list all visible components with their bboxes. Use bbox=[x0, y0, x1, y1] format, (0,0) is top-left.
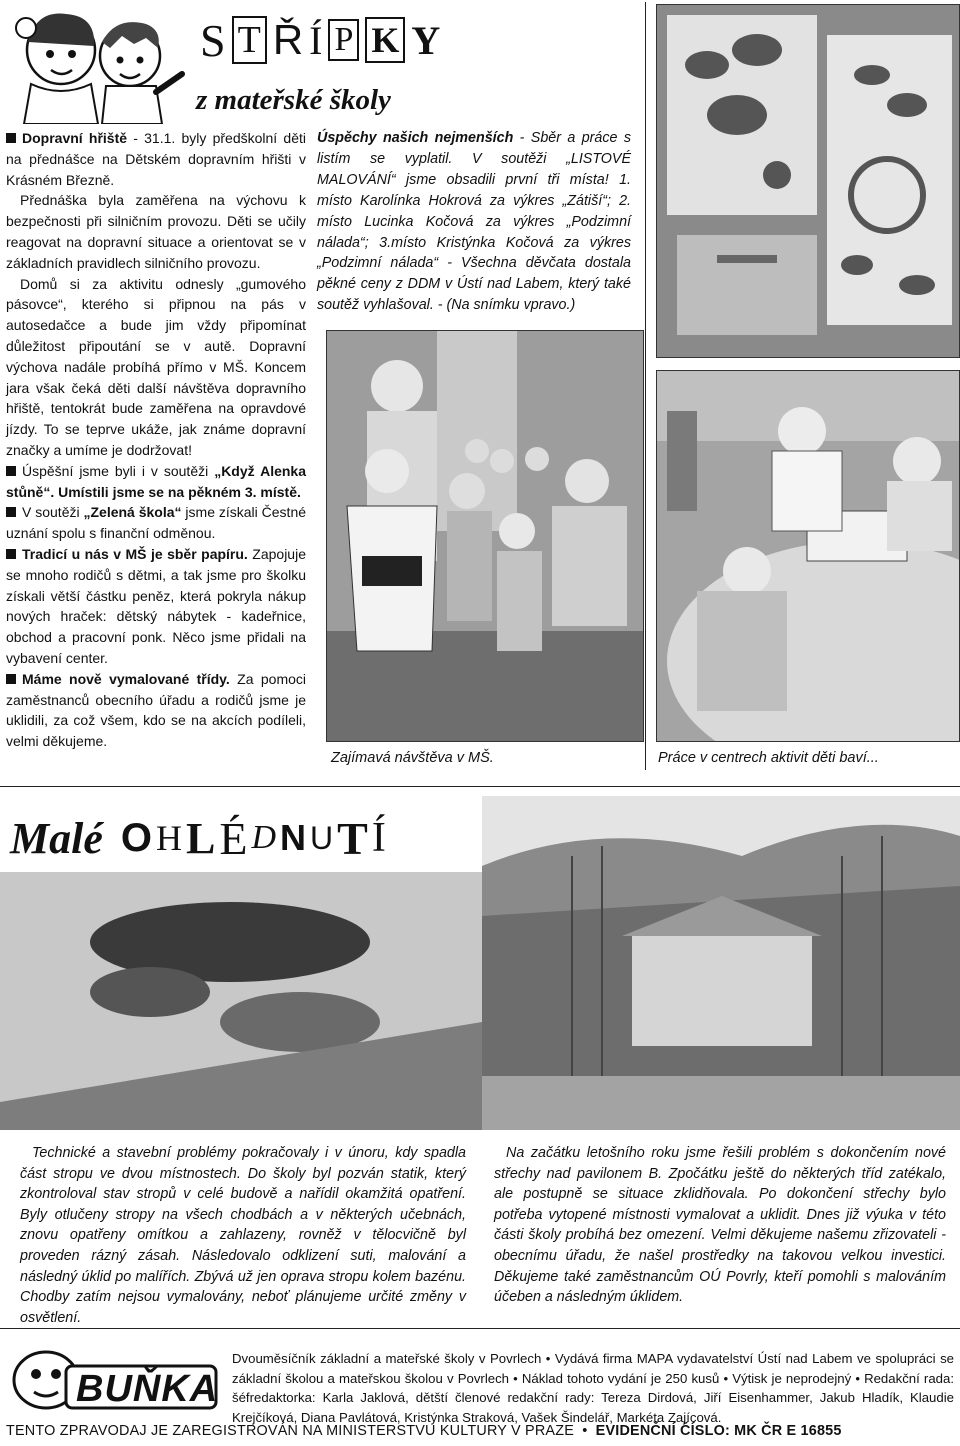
bullet-square-icon bbox=[6, 466, 16, 476]
bunka-logo-text: BUŇKA bbox=[76, 1368, 219, 1410]
title-letter: Y bbox=[411, 17, 441, 63]
bullet-square-icon bbox=[6, 507, 16, 517]
title-letter: T bbox=[232, 16, 267, 64]
column-divider bbox=[645, 2, 646, 770]
left-column bbox=[6, 128, 306, 752]
title-letter: O bbox=[120, 815, 153, 860]
registration-line bbox=[6, 1423, 956, 1439]
text: Zapojuje se mnoho rodičů s dětmi, a tak jsme pro školku získali větší částku peněz, která pokryla nákup nových hraček: dětský nábytek - kadeřnice, obchod a pracovní ponk. Něco jsme přidali na vybavení center. bbox=[6, 545, 306, 666]
photo-activity-centers bbox=[656, 370, 960, 742]
bullet: • bbox=[582, 1423, 588, 1439]
paragraph: Přednáška byla zaměřena na výchovu k bezpečnosti při silničním provozu. Děti se učily reagovat na dopravní situace a orientovat se v základních pravidlech silničního provozu. bbox=[6, 192, 306, 271]
registration-text: TENTO ZPRAVODAJ JE ZAREGISTROVÁN NA MINISTERSTVU KULTURY V PRAZE bbox=[6, 1423, 574, 1439]
heading-achievements: Úspěchy našich nejmenších bbox=[317, 130, 514, 146]
photo-caption-visit: Zajímavá návštěva v MŠ. bbox=[331, 750, 494, 766]
imprint: Dvouměsíčník základní a mateřské školy v Povrlech • Vydává firma MAPA vydavatelství Ústí nad Labem ve spolupráci se základní školou a mateřskou školou v Povrlech • Náklad tohoto vydání je 250 kusů • Výtisk je neprodejný • Redakční rada: šéfredaktorka: Karla Jaklová, dětští členové redakční rady: Tereza Dirdová, Jiří Eisenhammer, Jakub Hladík, Klaudie Krejčíková, Diana Pavlátová, Kristýnka Straková, Vašek Šindelář, Markéta Zajícová. bbox=[232, 1351, 954, 1425]
photo-leaf-art bbox=[656, 4, 960, 358]
bullet-square-icon bbox=[6, 549, 16, 559]
competition-name: „Zelená škola“ bbox=[83, 504, 182, 521]
evidence-number: EVIDENČNÍ ČÍSLO: MK ČR E 16855 bbox=[595, 1423, 842, 1439]
caption-ceiling: Technické a stavební problémy pokračovaly i v únoru, kdy spadla část stropu ve dvou místnostech. Do školy byl pozván statik, který zkontroloval stav stropů v celé budově a nařídil okamžitá opatření. Byly otlučeny stropy na všech chodbách a v některých učebnách, znovu opatřeny omítkou a zahlazeny, rovněž v tělocvičně byl proveden rázný zásah. Následovalo odklizení suti, malování a následný úklid po malířích. Zbývá už jen oprava stropu kolem bazénu. Chodby zatím nejsou vymalovány, neboť plánujeme určité změny v osvětlení. bbox=[20, 1145, 466, 1326]
title-letter: N bbox=[280, 817, 307, 858]
section-title-word: Malé bbox=[10, 813, 103, 863]
photo-caption-activities: Práce v centrech aktivit děti baví... bbox=[658, 750, 879, 766]
photo-damaged-ceiling bbox=[0, 872, 482, 1130]
article-painted bbox=[6, 669, 306, 752]
section-title-male-ohlednuti bbox=[10, 806, 396, 870]
bullet-square-icon bbox=[6, 674, 16, 684]
heading-painted: Máme nově vymalované třídy. bbox=[22, 670, 230, 687]
title-letter: S bbox=[200, 14, 226, 66]
caption-roof: Na začátku letošního roku jsme řešili problém s dokončením nové střechy nad pavilonem B. Zpočátku ještě do některých tříd zatékalo, ale postupně se situace zklidňovala. Po dokončení střechy bylo potřeba vytopené místnosti vymalovat a uklidit. Dnes již výuka v této části školy probíhá bez omezení. Velmi děkujeme našemu zřizovateli - obecnímu úřadu, že našel prostředky na takovou velkou investici. Děkujeme také zaměstnancům OÚ Povrly, kteří pomohli s malováním účeben a následným úklidem. bbox=[494, 1145, 946, 1306]
title-letter: Í bbox=[309, 17, 323, 63]
title-letter: U bbox=[310, 819, 334, 856]
middle-column-text bbox=[317, 128, 631, 316]
title-letter: L bbox=[186, 813, 216, 863]
paragraph: Domů si za aktivitu odnesly „gumového pásovce“, kterého si připnou na pás v autosedačce a bude jim vždy připomínat důležitost připoutání se v autě. Dopravní výchova nadále probíhá přímo v MŠ. Koncem jara však čeká děti další návštěva dopravního hřiště, tentokrát bude zaměřena na opravdové jízdy. To se teprve ukáže, jak známe dopravní značky a umíme je dodržovat! bbox=[6, 275, 306, 458]
text: V soutěži bbox=[22, 504, 84, 521]
text: Za pomoci zaměstnanců obecního úřadu a rodičů jsme je uklidili, za což všem, kdo se na akcích podíleli, velmi děkujeme. bbox=[6, 670, 307, 750]
article-green-school bbox=[6, 502, 306, 544]
competition-name: „Když Alenka stůně“ bbox=[6, 462, 306, 500]
photo-visit bbox=[326, 330, 644, 742]
heading-traffic: Dopravní hřiště bbox=[22, 130, 128, 146]
bullet-square-icon bbox=[6, 133, 16, 143]
header-subtitle: z mateřské školy bbox=[196, 84, 391, 116]
text: - 31.1. byly předškolní děti na přednášce na Dětském dopravním hřišti v Krásném Březně. bbox=[6, 130, 306, 188]
text: Úspěšní jsme byli i v soutěži bbox=[22, 462, 215, 479]
footer-divider bbox=[0, 1328, 960, 1329]
title-letter: D bbox=[251, 819, 277, 856]
title-letter: É bbox=[219, 812, 248, 864]
title-letter: H bbox=[156, 818, 183, 858]
title-letter: Í bbox=[371, 815, 386, 861]
section-divider bbox=[0, 786, 960, 787]
cartoon-kids-illustration bbox=[6, 2, 186, 124]
title-letter: Ř bbox=[272, 16, 304, 63]
title-letter: T bbox=[337, 812, 368, 864]
text: . Umístili jsme se na pěkném 3. místě. bbox=[50, 483, 301, 500]
text: - Sběr a práce s listím se vyplatil. V soutěži „LISTOVÉ MALOVÁNÍ“ jsme obsadili první tři místa! 1. místo Karolínka Hokrová za výkres „Zátiší“; 2. místo Lucinka Kočová za výkres „Podzimní nálada“; 3.místo Kristýnka Kočová za výkres „Podzimní nálada“ - Všechna děvčata dostala pěkné ceny z DDM v Ústí nad Labem, který také soutěž vyhlašoval. - (Na snímku vpravo.) bbox=[317, 130, 631, 314]
bunka-logo bbox=[6, 1340, 220, 1420]
article-alenka bbox=[6, 461, 306, 503]
header-title bbox=[200, 10, 446, 70]
text: jsme získali Čestné uznání spolu s finanční odměnou. bbox=[6, 504, 307, 542]
title-letter: P bbox=[328, 19, 359, 61]
article-paper bbox=[6, 544, 306, 669]
title-letter: K bbox=[365, 17, 405, 63]
article-traffic bbox=[6, 128, 306, 190]
heading-paper: Tradicí u nás v MŠ je sběr papíru. bbox=[22, 545, 248, 562]
photo-school-building bbox=[482, 796, 960, 1130]
